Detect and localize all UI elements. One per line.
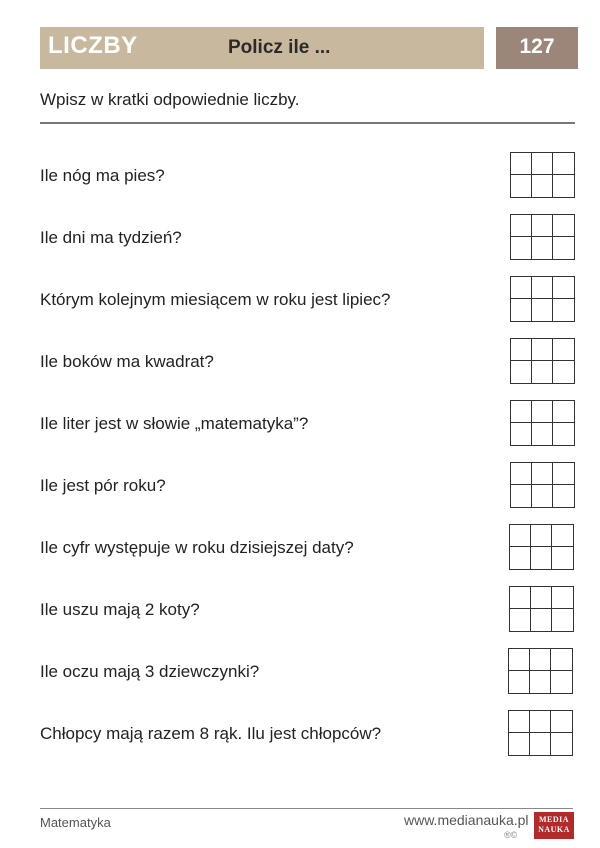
answer-cell[interactable]	[532, 339, 553, 361]
question-text: Ile oczu mają 3 dziewczynki?	[40, 662, 260, 681]
footer-url[interactable]: www.medianauka.pl	[404, 812, 529, 828]
question-text: Ile nóg ma pies?	[40, 166, 165, 185]
answer-cell[interactable]	[510, 525, 531, 547]
question-text: Ile jest pór roku?	[40, 476, 166, 495]
answer-cell[interactable]	[531, 547, 552, 569]
answer-cell[interactable]	[530, 649, 551, 671]
page-number: 127	[519, 35, 555, 58]
answer-cell[interactable]	[551, 671, 572, 693]
question-text: Którym kolejnym miesiącem w roku jest lipiec?	[40, 290, 391, 309]
answer-cell[interactable]	[553, 215, 574, 237]
question-text: Ile cyfr występuje w roku dzisiejszej daty?	[40, 538, 354, 557]
question-text: Ile uszu mają 2 koty?	[40, 600, 200, 619]
answer-cell[interactable]	[532, 401, 553, 423]
answer-cell[interactable]	[553, 361, 574, 383]
question-text: Ile boków ma kwadrat?	[40, 352, 214, 371]
answer-cell[interactable]	[552, 547, 573, 569]
answer-grid[interactable]	[510, 462, 575, 508]
answer-cell[interactable]	[552, 525, 573, 547]
answer-cell[interactable]	[531, 525, 552, 547]
answer-cell[interactable]	[509, 711, 530, 733]
answer-cell[interactable]	[553, 463, 574, 485]
answer-cell[interactable]	[511, 153, 532, 175]
answer-grid[interactable]	[508, 648, 573, 694]
answer-cell[interactable]	[532, 277, 553, 299]
answer-cell[interactable]	[530, 711, 551, 733]
answer-cell[interactable]	[510, 587, 531, 609]
answer-cell[interactable]	[511, 339, 532, 361]
answer-cell[interactable]	[553, 299, 574, 321]
answer-grid[interactable]	[509, 586, 574, 632]
logo-text-bottom: NAUKA	[538, 825, 570, 834]
answer-grid[interactable]	[510, 152, 575, 198]
answer-cell[interactable]	[509, 649, 530, 671]
answer-cell[interactable]	[532, 237, 553, 259]
answer-grid[interactable]	[510, 400, 575, 446]
divider-top	[40, 122, 575, 124]
answer-cell[interactable]	[553, 175, 574, 197]
question-text: Ile dni ma tydzień?	[40, 228, 182, 247]
answer-cell[interactable]	[532, 175, 553, 197]
answer-cell[interactable]	[553, 237, 574, 259]
answer-cell[interactable]	[531, 587, 552, 609]
answer-cell[interactable]	[553, 277, 574, 299]
answer-cell[interactable]	[532, 485, 553, 507]
answer-cell[interactable]	[511, 401, 532, 423]
footer-copyright: ®©	[504, 830, 518, 840]
answer-cell[interactable]	[551, 711, 572, 733]
answer-cell[interactable]	[511, 423, 532, 445]
answer-grid[interactable]	[508, 710, 573, 756]
answer-cell[interactable]	[532, 463, 553, 485]
answer-cell[interactable]	[553, 401, 574, 423]
answer-cell[interactable]	[532, 423, 553, 445]
answer-cell[interactable]	[511, 361, 532, 383]
answer-cell[interactable]	[551, 733, 572, 755]
answer-cell[interactable]	[509, 671, 530, 693]
answer-cell[interactable]	[532, 153, 553, 175]
instruction-text: Wpisz w kratki odpowiednie liczby.	[40, 90, 300, 109]
answer-cell[interactable]	[509, 733, 530, 755]
answer-cell[interactable]	[532, 215, 553, 237]
answer-cell[interactable]	[511, 299, 532, 321]
medianauka-logo	[534, 812, 574, 839]
section-title: LICZBY	[48, 32, 138, 59]
answer-grid[interactable]	[510, 276, 575, 322]
answer-cell[interactable]	[511, 485, 532, 507]
answer-cell[interactable]	[511, 463, 532, 485]
answer-cell[interactable]	[552, 587, 573, 609]
answer-grid[interactable]	[510, 214, 575, 260]
answer-cell[interactable]	[552, 609, 573, 631]
answer-cell[interactable]	[531, 609, 552, 631]
logo-text-top: MEDIA	[538, 815, 570, 824]
answer-cell[interactable]	[510, 547, 531, 569]
answer-cell[interactable]	[553, 423, 574, 445]
footer-subject: Matematyka	[40, 815, 111, 830]
answer-cell[interactable]	[511, 175, 532, 197]
page-number-box	[496, 27, 578, 69]
answer-cell[interactable]	[530, 671, 551, 693]
answer-cell[interactable]	[553, 153, 574, 175]
answer-grid[interactable]	[509, 524, 574, 570]
answer-cell[interactable]	[530, 733, 551, 755]
answer-cell[interactable]	[511, 237, 532, 259]
answer-cell[interactable]	[553, 339, 574, 361]
answer-cell[interactable]	[551, 649, 572, 671]
answer-cell[interactable]	[511, 277, 532, 299]
answer-cell[interactable]	[532, 299, 553, 321]
divider-bottom	[40, 808, 573, 809]
question-text: Ile liter jest w słowie „matematyka”?	[40, 414, 309, 433]
answer-cell[interactable]	[511, 215, 532, 237]
question-text: Chłopcy mają razem 8 rąk. Ilu jest chłopców?	[40, 724, 382, 743]
answer-grid[interactable]	[510, 338, 575, 384]
page-title: Policz ile ...	[228, 37, 331, 58]
answer-cell[interactable]	[553, 485, 574, 507]
answer-cell[interactable]	[532, 361, 553, 383]
answer-cell[interactable]	[510, 609, 531, 631]
